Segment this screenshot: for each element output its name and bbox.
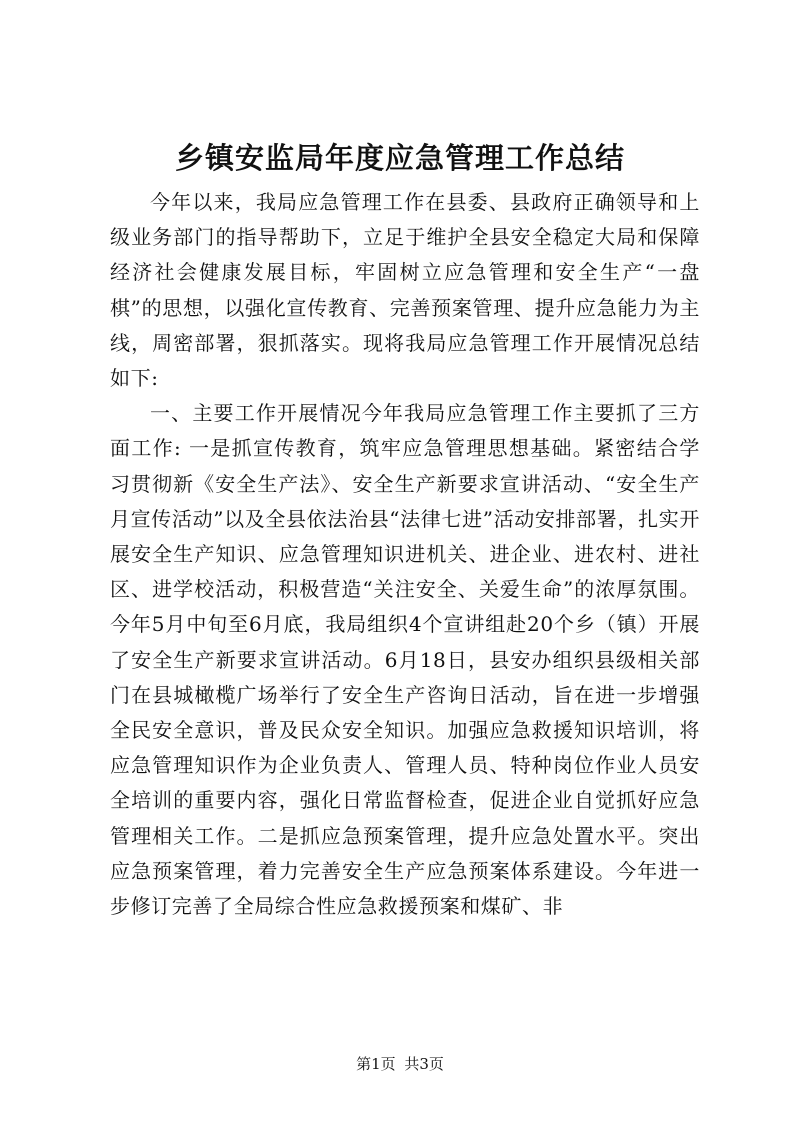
document-body [110, 185, 700, 924]
page-total: 共3页 [404, 1055, 444, 1073]
paragraph-main-work: 一、主要工作开展情况今年我局应急管理工作主要抓了三方面工作: 一是抓宣传教育，筑牢应急管理思想基础。紧密结合学习贯彻新《安全生产法》、安全生产新要求宣讲活动、“安全生产月宣传活动”以及全县依法治县“法律七进”活动安排部署，扎实开展安全生产知识、应急管理知识进机关、进企业、进农村、进社区、进学校活动，积极营造“关注安全、关爱生命”的浓厚氛围。今年5月中旬至6月底，我局组织4个宣讲组赴20个乡（镇）开展了安全生产新要求宣讲活动。6月18日，县安办组织县级相关部门在县城橄榄广场举行了安全生产咨询日活动，旨在进一步增强全民安全意识，普及民众安全知识。加强应急救援知识培训，将应急管理知识作为企业负责人、管理人员、特种岗位作业人员安全培训的重要内容，强化日常监督检查，促进企业自觉抓好应急管理相关工作。二是抓应急预案管理，提升应急处置水平。突出应急预案管理，着力完善安全生产应急预案体系建设。今年进一步修订完善了全局综合性应急救援预案和煤矿、非 [110, 401, 700, 919]
paragraph-intro: 今年以来，我局应急管理工作在县委、县政府正确领导和上级业务部门的指导帮助下，立足于维护全县安全稳定大局和保障经济社会健康发展目标，牢固树立应急管理和安全生产“一盘棋”的思想，以强化宣传教育、完善预案管理、提升应急能力为主线，周密部署，狠抓落实。现将我局应急管理工作开展情况总结如下: [110, 190, 700, 391]
page-number: 第1页 [356, 1055, 396, 1073]
page-footer [0, 1054, 800, 1074]
document-title: 乡镇安监局年度应急管理工作总结 [174, 141, 625, 175]
